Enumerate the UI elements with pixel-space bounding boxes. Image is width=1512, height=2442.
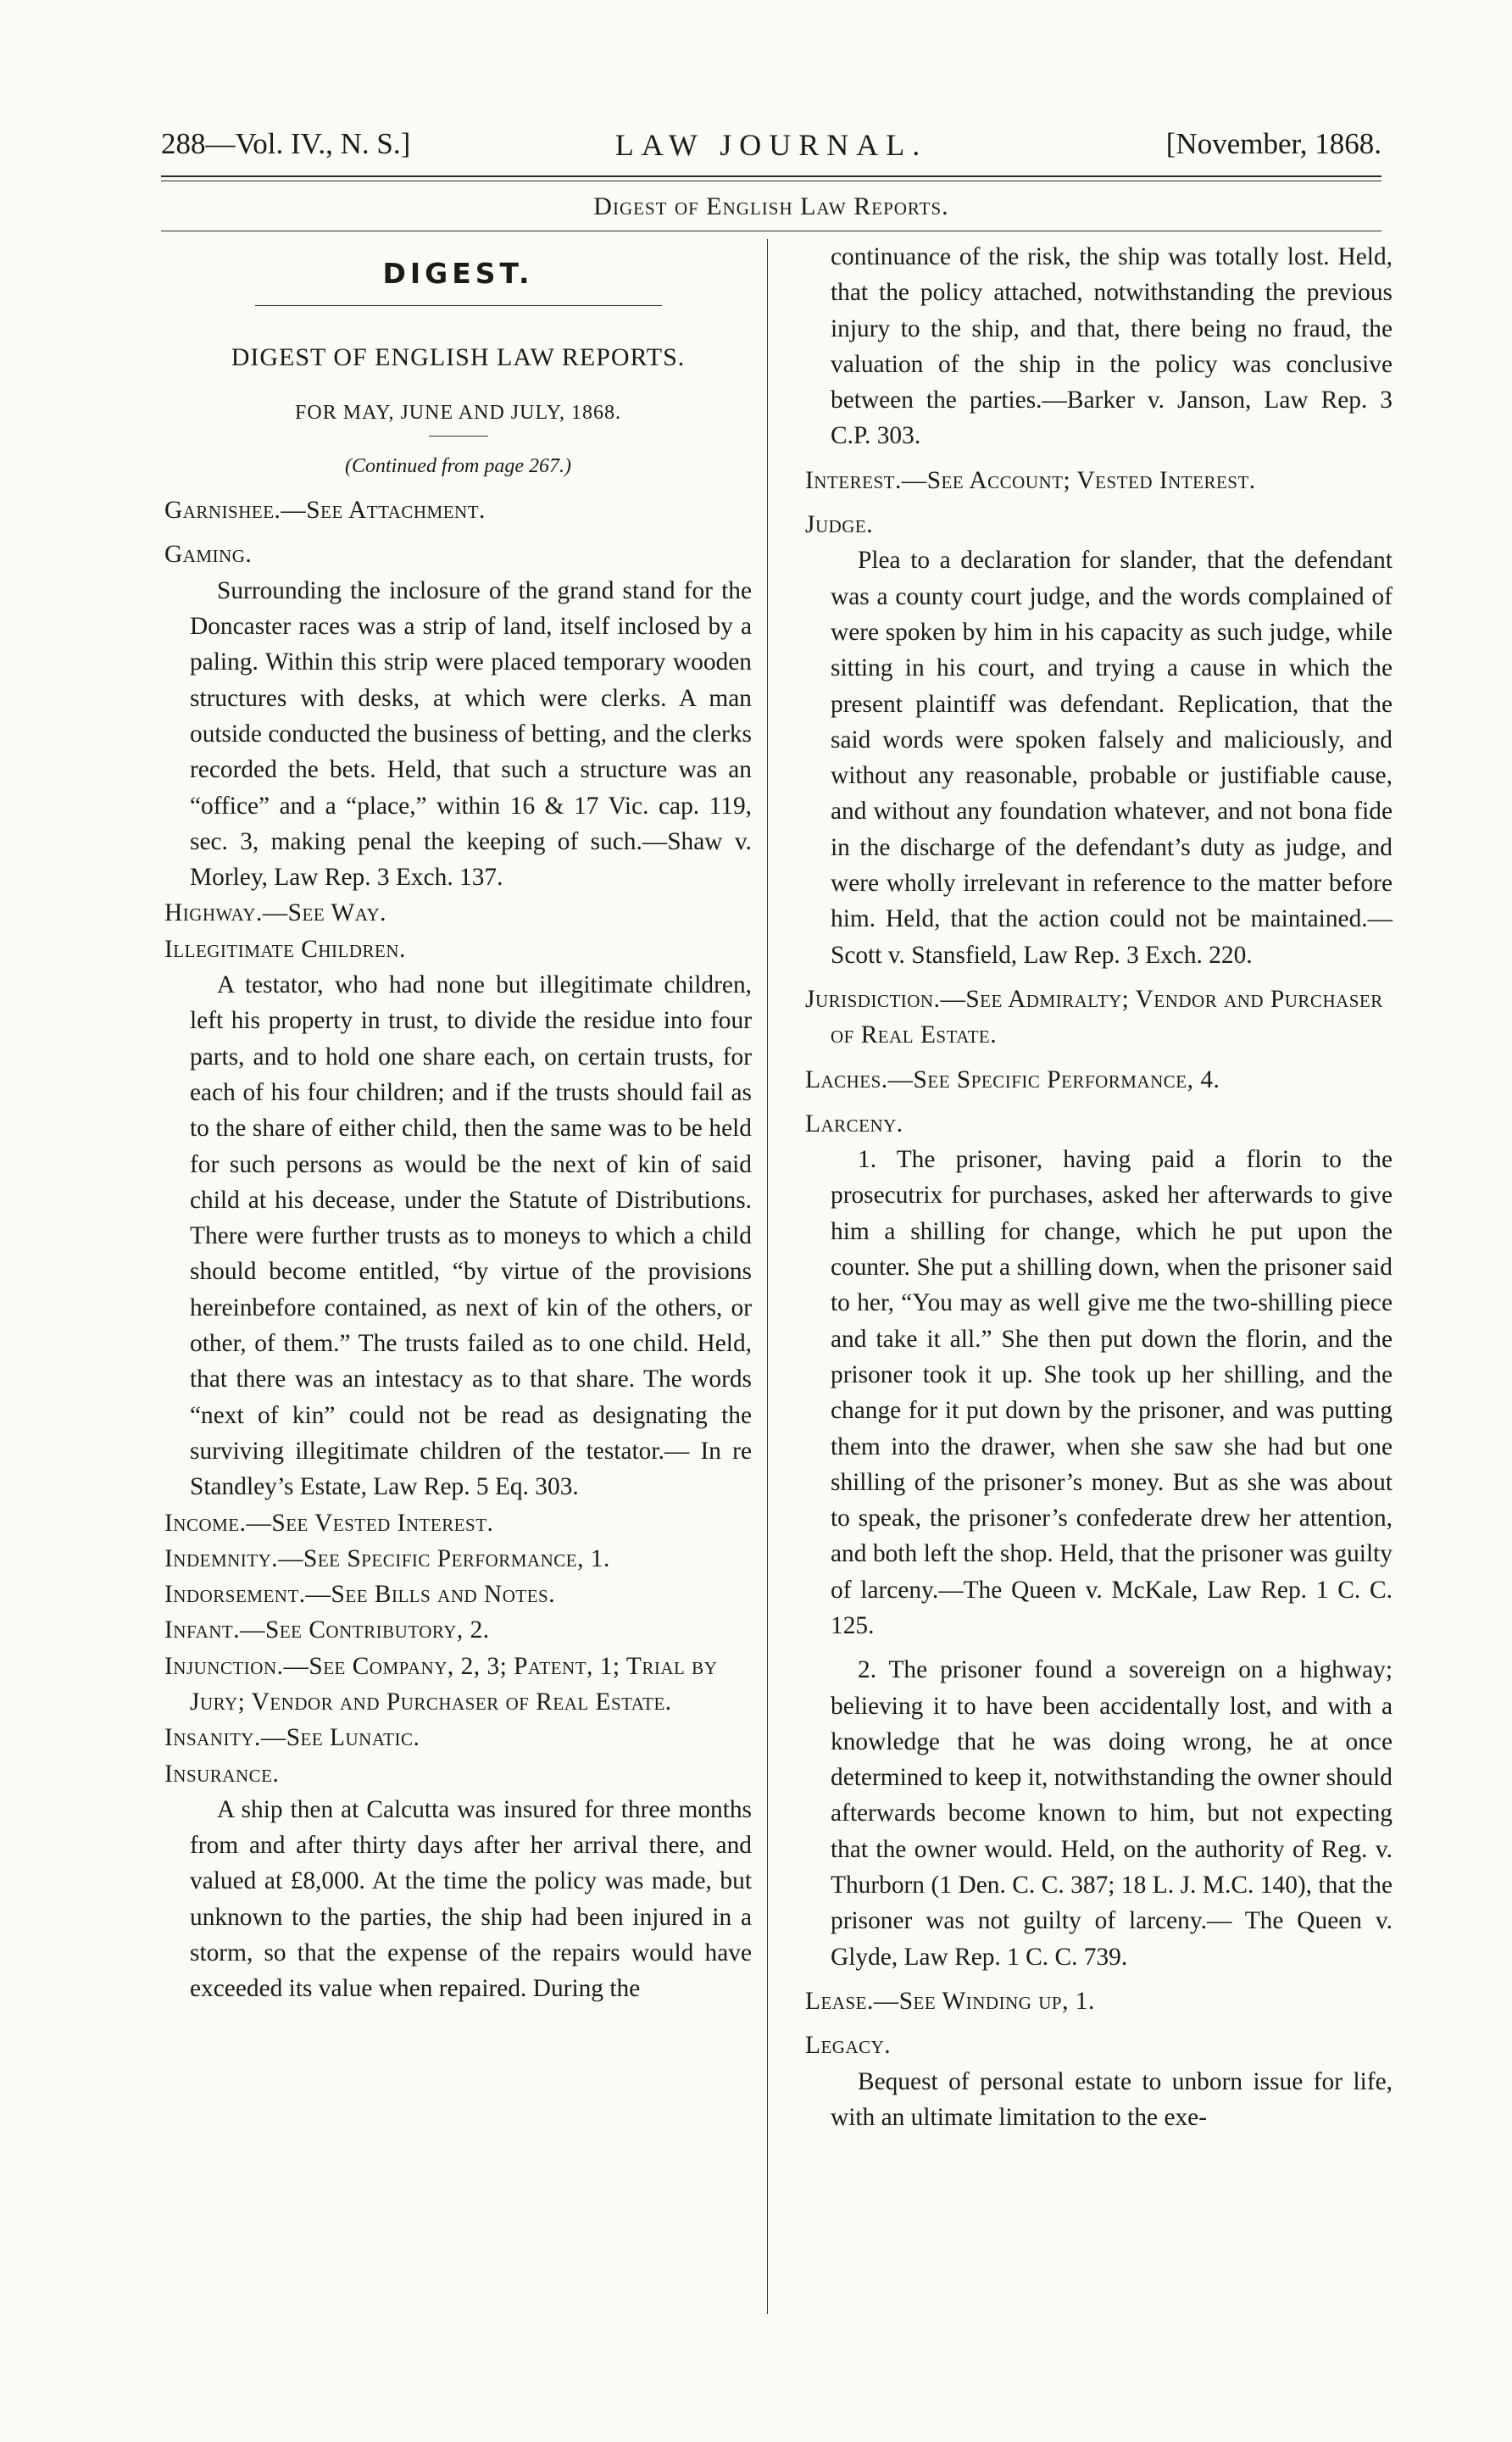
entry-insurance-text: A ship then at Calcutta was insured for three months from and after thirty days after her arrival there, and valued at £8,000. At the time the policy was made, but unknown to the parties, the ship had been injured in a storm, so that the expense of the repairs would have exceeded its value when repaired. During the bbox=[190, 1795, 752, 2003]
heading-judge: Judge. bbox=[805, 511, 874, 539]
entry-insanity: Insanity.—See Lunatic. bbox=[164, 1724, 420, 1752]
header-journal-title: LAW JOURNAL. bbox=[614, 128, 928, 162]
entry-injunction: Injunction.—See Company, 2, 3; Patent, 1; Trial by Jury; Vendor and Purchaser of Real Estate. bbox=[164, 1652, 718, 1716]
entry-larceny-1: 1. The prisoner, having paid a florin to the prosecutrix for purchases, asked her afterwards to give him a shilling for change, which he put upon the counter. She put a shilling down, when the prisoner said to her, “You may as well give me the two-shilling piece and take it all.” She then put down the florin, and the prisoner took it up. She took up her shilling, and the change for it put down by the prisoner, and was putting them into the drawer, when she saw she had but one shilling of the prisoner’s money. But as she was about to speak, the prisoner’s confederate drew her attention, and both left the shop. Held, that the prisoner was guilty of larceny.—The Queen v. McKale, Law Rep. 1 C. C. 125. bbox=[831, 1146, 1392, 1639]
entry-laches: Laches.—See Specific Performance, 4. bbox=[805, 1065, 1220, 1093]
heading-illegitimate-children: Illegitimate Children. bbox=[164, 935, 406, 963]
subtitle-rule bbox=[429, 436, 488, 437]
entry-jurisdiction: Jurisdiction.—See Admiralty; Vendor and Purchaser of Real Estate. bbox=[805, 985, 1383, 1049]
heading-larceny: Larceny. bbox=[805, 1110, 903, 1138]
continued-note: (Continued from page 267.) bbox=[344, 454, 572, 477]
entry-larceny-2: 2. The prisoner found a sovereign on a highway; believing it to have been accidentally lost, and with a knowledge that he was doing wrong, he at once determined to keep it, notwithstanding the owner should afterwards become known to him, but not expecting that the owner would. Held, on the authority of Reg. v. Thurborn (1 Den. C. C. 387; 18 L. J. M.C. 140), that the prisoner was not guilty of larceny.— The Queen v. Glyde, Law Rep. 1 C. C. 739. bbox=[831, 1656, 1392, 1971]
entry-indemnity: Indemnity.—See Specific Performance, 1. bbox=[164, 1544, 610, 1572]
entry-gaming-text: Surrounding the inclosure of the grand stand for the Doncaster races was a strip of land, itself inclosed by a paling. Within this strip were placed temporary wooden structures with desks, at which were clerks. A man outside conducted the business of betting, and the clerks recorded the bets. Held, that such a structure was an “office” and a “place,” within 16 & 17 Vic. cap. 119, sec. 3, making penal the keeping of such.—Shaw v. Morley, Law Rep. 3 Exch. 137. bbox=[190, 576, 752, 892]
right-column bbox=[805, 239, 1392, 2135]
digest-subtitle: FOR MAY, JUNE AND JULY, 1868. bbox=[295, 401, 621, 424]
entry-illegitimate-children-text: A testator, who had none but illegitimate children, left his property in trust, to divide the residue into four parts, and to hold one share each, on certain trusts, for each of his four children; and if the trusts should fail as to the share of either child, then the same was to be held for such persons as would be the next of kin of said child at his decease, under the Statute of Distributions. There were further trusts as to moneys to which a child should become entitled, “by virtue of the provisions hereinbefore contained, as next of kin of the others, or other, of them.” The trusts failed as to one child. Held, that there was an intestacy as to that share. The words “next of kin” could not be read as designating the surviving illegitimate children of the testator.— In re Standley’s Estate, Law Rep. 5 Eq. 303. bbox=[190, 971, 752, 1501]
digest-heading: DIGEST. bbox=[382, 257, 534, 290]
digest-heading-rule bbox=[255, 305, 662, 306]
entry-garnishee: Garnishee.—See Attachment. bbox=[164, 497, 486, 525]
entry-highway: Highway.—See Way. bbox=[164, 899, 386, 927]
heading-gaming: Gaming. bbox=[164, 541, 253, 569]
header-date: [November, 1868. bbox=[1165, 127, 1381, 160]
running-title: Digest of English Law Reports. bbox=[593, 192, 949, 220]
entry-legacy-text: Bequest of personal estate to unborn issue for life, with an ultimate limitation to the exe- bbox=[831, 2067, 1392, 2131]
heading-legacy: Legacy. bbox=[805, 2032, 892, 2060]
heading-insurance: Insurance. bbox=[164, 1760, 280, 1788]
entry-infant: Infant.—See Contributory, 2. bbox=[164, 1616, 490, 1644]
header-volume: 288—Vol. IV., N. S.] bbox=[161, 127, 411, 160]
digest-title: DIGEST OF ENGLISH LAW REPORTS. bbox=[231, 343, 686, 372]
header-rule-top bbox=[161, 175, 1381, 177]
entry-indorsement: Indorsement.—See Bills and Notes. bbox=[164, 1581, 556, 1609]
entry-insurance-continued: continuance of the risk, the ship was totally lost. Held, that the policy attached, notwithstanding the previous injury to the ship, and that, there being no fraud, the valuation of the ship in the policy was conclusive between the parties.—Barker v. Janson, Law Rep. 3 C.P. 303. bbox=[831, 243, 1392, 450]
column-divider bbox=[767, 239, 768, 2314]
entry-interest: Interest.—See Account; Vested Interest. bbox=[805, 466, 1256, 494]
page-header bbox=[161, 127, 1381, 170]
entry-income: Income.—See Vested Interest. bbox=[164, 1509, 494, 1537]
entry-lease: Lease.—See Winding up, 1. bbox=[805, 1987, 1095, 2015]
left-column bbox=[164, 246, 752, 2007]
entry-judge-text: Plea to a declaration for slander, that the defendant was a county court judge, and the words complained of were spoken by him in his capacity as such judge, while sitting in his court, and trying a cause in which the present plaintiff was defendant. Replication, that the said words were spoken falsely and maliciously, and without any reasonable, probable or justifiable cause, and without any foundation whatever, and not bona fide in the discharge of the defendant’s duty as judge, and were wholly irrelevant in reference to the matter before him. Held, that the action could not be maintained.— Scott v. Stansfield, Law Rep. 3 Exch. 220. bbox=[831, 547, 1392, 969]
